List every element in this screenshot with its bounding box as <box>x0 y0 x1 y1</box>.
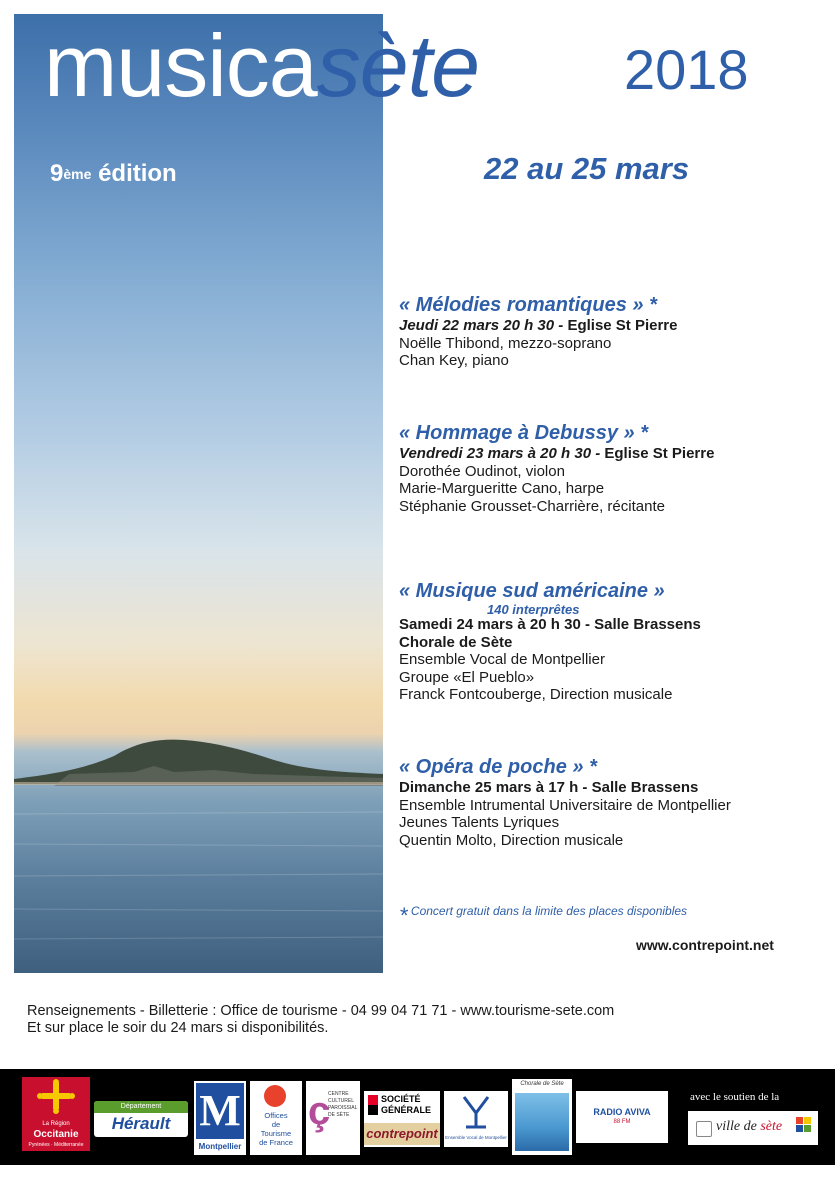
societe-generale-logo <box>364 1091 440 1147</box>
ville-name: sète <box>760 1119 783 1134</box>
festival-title <box>44 16 480 115</box>
performer: Groupe «El Pueblo» <box>399 668 535 686</box>
festival-dates: 22 au 25 mars <box>484 151 690 186</box>
island-silhouette <box>14 14 383 973</box>
chorale-name: Chorale de Sète <box>520 1081 564 1087</box>
concert-title: « Mélodies romantiques » * <box>399 294 657 316</box>
ensemble-emblem-icon <box>444 1091 508 1131</box>
concert-block-2 <box>399 422 714 515</box>
offices-line4: de France <box>259 1138 293 1147</box>
montpellier-m: M <box>196 1083 244 1139</box>
title-sete: sète <box>316 16 480 115</box>
ville-crest-icon <box>696 1121 712 1137</box>
occitanie-sub: Pyrénées · Méditerranée <box>28 1142 84 1148</box>
concert-block-4 <box>399 756 731 849</box>
sea-photo <box>14 14 383 973</box>
performer: Marie-Margueritte Cano, harpe <box>399 480 605 497</box>
edition-word: édition <box>98 160 177 187</box>
concert-date-text: Vendredi 23 mars à 20 h 30 - <box>399 445 601 462</box>
performer: Quentin Molto, Direction musicale <box>399 831 624 849</box>
ville-sete-logo <box>688 1111 818 1145</box>
concert-title: « Hommage à Debussy » * <box>399 422 648 444</box>
sg-text <box>381 1094 431 1116</box>
chorale-sete-logo <box>512 1079 572 1155</box>
centre-ccp-icon: ç <box>308 1089 331 1133</box>
performer: Noëlle Thibond, mezzo-soprano <box>399 334 612 352</box>
offices-text <box>250 1111 302 1147</box>
herault-name: Hérault <box>111 1114 171 1133</box>
sg-black-square-icon <box>368 1105 378 1115</box>
centre-line4: DE SÈTE <box>328 1112 350 1118</box>
concert-venue: Salle Brassens <box>591 779 699 796</box>
sponsor-footer <box>0 1069 835 1165</box>
concert-date <box>399 779 731 797</box>
sg-line1: SOCIÉTÉ <box>381 1094 421 1104</box>
sg-red-square-icon <box>368 1095 378 1105</box>
herault-top: Département <box>94 1101 188 1113</box>
occitanie-name: Occitanie <box>33 1129 79 1140</box>
montpellier-name: Montpellier <box>198 1142 242 1151</box>
concert-block-1 <box>399 294 678 370</box>
offices-emblem-icon <box>264 1085 286 1107</box>
asterisk: * <box>399 903 408 928</box>
offices-line3: Tourisme <box>260 1129 292 1138</box>
centre-line1: CENTRE <box>328 1091 349 1097</box>
concert-subtitle: 140 interprêtes <box>487 602 580 617</box>
info-line-1: Renseignements - Billetterie : Office de tourisme - 04 99 04 71 71 - www.tourisme-sete.com <box>27 1003 615 1019</box>
edition-number: 9 <box>50 160 64 187</box>
offices-tourisme-logo <box>250 1081 302 1155</box>
montpellier-logo <box>194 1081 246 1155</box>
sg-line2: GÉNÉRALE <box>381 1105 432 1115</box>
ville-prefix: ville de <box>716 1119 757 1134</box>
featured-performer: Chorale de Sète <box>399 633 513 651</box>
festival-year: 2018 <box>624 38 749 101</box>
contrepoint-brand: contrepoint <box>364 1123 440 1145</box>
concert-date <box>399 445 714 463</box>
centre-line2: CULTUREL <box>328 1098 355 1104</box>
ensemble-name: Ensemble Vocal de Montpellier <box>445 1135 507 1140</box>
radio-aviva-logo <box>576 1091 668 1143</box>
occitanie-logo <box>22 1077 90 1151</box>
concert-date-text: Jeudi 22 mars 20 h 30 - <box>399 317 564 334</box>
concert-venue: Salle Brassens <box>594 616 701 633</box>
title-musica: musica <box>44 16 317 115</box>
concert-block-3 <box>399 580 701 704</box>
occitan-cross-icon <box>22 1077 90 1117</box>
ville-mosaic-icon <box>796 1117 812 1133</box>
centre-line3: PAROISSIAL <box>328 1105 358 1111</box>
support-text: avec le soutien de la <box>690 1091 780 1103</box>
ville-text <box>716 1119 782 1135</box>
concert-venue: Eglise St Pierre <box>567 317 678 334</box>
concert-title: « Opéra de poche » * <box>399 756 597 778</box>
concert-date-text: Dimanche 25 mars à 17 h - <box>399 779 588 796</box>
edition-label <box>50 160 177 188</box>
performer: Stéphanie Grousset-Charrière, récitante <box>399 497 665 515</box>
performer: Dorothée Oudinot, violon <box>399 462 565 480</box>
free-concert-note <box>399 903 687 929</box>
note-text: Concert gratuit dans la limite des places disponibles <box>410 904 688 918</box>
concert-venue: Eglise St Pierre <box>604 445 715 462</box>
centre-text <box>328 1091 360 1119</box>
offices-line1: Offices <box>264 1111 288 1120</box>
concert-title: « Musique sud américaine » <box>399 580 665 602</box>
herault-logo <box>94 1101 188 1137</box>
performer: Ensemble Intrumental Universitaire de Montpellier <box>399 796 731 814</box>
website-link[interactable]: www.contrepoint.net <box>636 937 774 953</box>
concert-date-text: Samedi 24 mars à 20 h 30 - <box>399 616 590 633</box>
occitanie-top: La Région <box>42 1121 70 1127</box>
chorale-seascape-icon <box>515 1093 569 1151</box>
info-line-2: Et sur place le soir du 24 mars si disponibilités. <box>27 1020 329 1036</box>
centre-culturel-logo <box>306 1081 360 1155</box>
performer: Ensemble Vocal de Montpellier <box>399 651 605 668</box>
concert-date <box>399 317 678 335</box>
radio-freq: 88 FM <box>613 1119 631 1125</box>
ticket-info <box>27 1003 614 1037</box>
performer: Jeunes Talents Lyriques <box>399 814 560 831</box>
edition-suffix: ème <box>63 166 92 182</box>
performer: Franck Fontcouberge, Direction musicale <box>399 686 673 703</box>
offices-line2: de <box>271 1120 281 1129</box>
performer: Chan Key, piano <box>399 352 509 369</box>
ensemble-vocal-logo <box>444 1091 508 1147</box>
concert-date <box>399 616 701 634</box>
radio-name: RADIO AVIVA <box>593 1107 651 1117</box>
